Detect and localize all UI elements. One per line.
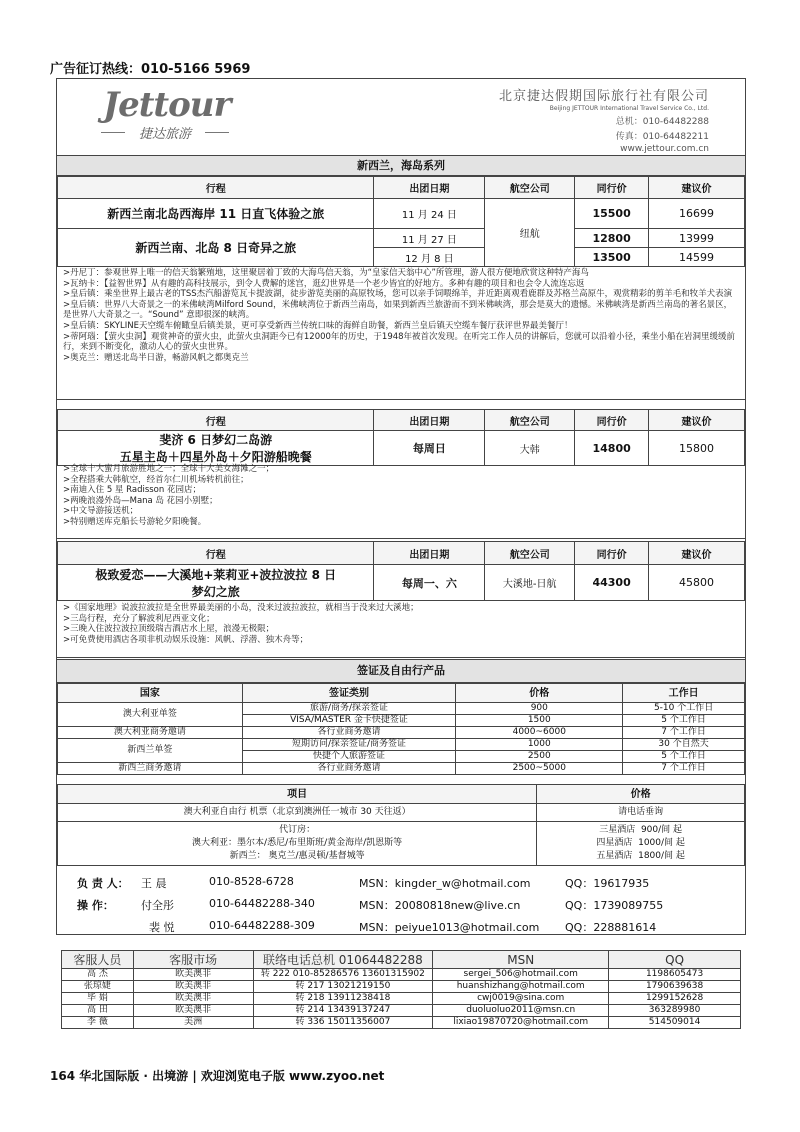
cs-phone: 转 218 13911238418 [253, 993, 433, 1005]
tour-name [58, 565, 374, 601]
contact-tel: 010-64482288-309 [209, 919, 315, 932]
company-web[interactable]: www.jettour.com.cn [620, 144, 709, 154]
tour-name-line: 五星主岛＋四星外岛＋夕阳游船晚餐 [119, 450, 312, 464]
hotel-price: 1800/间 起 [638, 851, 685, 861]
visa-price: 1000 [456, 739, 623, 751]
col-header: 航空公司 [485, 177, 575, 199]
col-header: 项目 [58, 785, 537, 804]
note-line: >丹尼丁：参观世界上唯一的信天翁繁殖地，这里聚居着丁致的大海鸟信天翁，为“皇家信天翁中心”所管理，游人很方便地欣赏这种特产海鸟 [63, 268, 589, 278]
table-row [62, 1017, 741, 1029]
nz-tour-notes [57, 267, 745, 400]
cs-phone: 转 214 13439137247 [253, 1005, 433, 1017]
col-header: 同行价 [575, 410, 649, 431]
note-line: >特别赠送库克船长号游轮夕阳晚餐。 [63, 516, 207, 527]
visa-table [57, 683, 745, 775]
tahiti-tour-notes [57, 602, 745, 658]
company-header [57, 79, 745, 155]
visa-price: 2500 [456, 751, 623, 763]
tour-airline: 大韩 [485, 431, 575, 466]
tour-price: 13500 [575, 248, 649, 267]
cs-msn: lixiao19870720@hotmail.com [433, 1017, 609, 1029]
cs-qq: 1299152628 [609, 993, 741, 1005]
company-tel: 总机：010-64482288 [615, 117, 709, 127]
visa-days: 30 个自然天 [623, 739, 745, 751]
cs-staff: 李 薇 [62, 1017, 134, 1029]
customer-service-table [61, 950, 741, 1029]
company-info [499, 85, 709, 154]
hotel-level: 三星酒店 [599, 825, 636, 835]
visa-days: 5 个工作日 [623, 751, 745, 763]
col-header: 价格 [537, 785, 745, 804]
company-fax: 传真：010-64482211 [615, 132, 709, 142]
col-header: 签证类别 [242, 684, 456, 703]
note-line: >全程搭乘大韩航空，经首尔仁川机场转机前往； [63, 474, 249, 485]
visa-price: 900 [456, 703, 623, 715]
tour-name [58, 431, 374, 466]
tour-price: 15500 [575, 199, 649, 229]
cs-phone: 转 222 010-85286576 13601315902 [253, 969, 433, 981]
tour-suggest-price: 45800 [649, 565, 745, 601]
tour-price: 12800 [575, 229, 649, 248]
cs-market: 美洲 [133, 1017, 253, 1029]
col-header: 建议价 [649, 410, 745, 431]
visa-type: 旅游/商务/探亲签证 [242, 703, 456, 715]
contact-msn: MSN：peiyue1013@hotmail.com [359, 921, 540, 934]
tour-name-line: 梦幻之旅 [191, 584, 240, 599]
page-footer: 164 华北国际版 · 出境游 | 欢迎浏览电子版 www.zyoo.net [50, 1069, 385, 1083]
hotel-price-row [537, 850, 744, 863]
visa-days: 7 个工作日 [623, 763, 745, 775]
visa-days: 5-10 个工作日 [623, 703, 745, 715]
col-header: 行程 [58, 542, 374, 565]
visa-country: 澳大利亚商务邀请 [58, 727, 243, 739]
cs-qq: 1790639638 [609, 981, 741, 993]
cs-phone: 转 217 13021219150 [253, 981, 433, 993]
fit-price: 请电话垂询 [537, 804, 745, 822]
tour-date: 11 月 24 日 [374, 199, 485, 229]
col-header: 价格 [456, 684, 623, 703]
col-header: 客服市场 [133, 951, 253, 969]
nz-tour-table [57, 176, 745, 267]
fit-hotel-prices [537, 822, 745, 866]
cs-market: 欧美澳非 [133, 993, 253, 1005]
hotel-price-row [537, 824, 744, 837]
contact-row [77, 897, 717, 919]
tour-suggest-price: 13999 [649, 229, 745, 248]
tour-name-line: 斐济 6 日梦幻二岛游 [159, 433, 273, 447]
col-header: 行程 [58, 177, 374, 199]
note-line: >皇后镇：SKYLINE天空缆车俯瞰皇后镇美景，更可享受新西兰传统口味的海鲜自助餐，新西兰皇后镇天空缆车餐厅获评世界最美餐厅！ [63, 320, 573, 331]
visa-price: 2500~5000 [456, 763, 623, 775]
visa-days: 7 个工作日 [623, 727, 745, 739]
fit-item: 澳大利亚自由行 机票（北京到澳洲任一城市 30 天往返） [58, 804, 537, 822]
note-line: >全球十大蜜月旅游胜地之一；全球十大美女海滩之一； [63, 464, 275, 474]
col-header: 客服人员 [62, 951, 134, 969]
visa-country: 新西兰单签 [58, 739, 243, 763]
tour-date: 11 月 27 日 [374, 229, 485, 248]
note-line: >两晚浪漫外岛—Mana 岛 花园小别墅； [63, 495, 218, 506]
note-line: >三岛行程，充分了解波利尼西亚文化； [63, 613, 215, 624]
col-header: 同行价 [575, 542, 649, 565]
tour-suggest-price: 14599 [649, 248, 745, 267]
hotel-level: 四星酒店 [596, 838, 633, 848]
contact-row [77, 875, 717, 897]
hotel-price: 1000/间 起 [638, 838, 685, 848]
visa-type: 短期访问/探亲签证/商务签证 [242, 739, 456, 751]
contact-name: 裴 悦 [149, 921, 175, 934]
visa-price: 1500 [456, 715, 623, 727]
cs-staff: 高 田 [62, 1005, 134, 1017]
contact-name: 王 晨 [141, 877, 167, 890]
note-line: >南迪入住 5 星 Radisson 花园店； [63, 485, 201, 496]
cs-msn: sergei_506@hotmail.com [433, 969, 609, 981]
company-name-cn: 北京捷达假期国际旅行社有限公司 [498, 89, 709, 104]
contact-qq: QQ：1739089755 [565, 899, 664, 912]
cs-qq: 363289980 [609, 1005, 741, 1017]
cs-market: 欧美澳非 [133, 1005, 253, 1017]
note-line: >皇后镇：世界八大奇景之一的米佛峡湾Milford Sound，米佛峡湾位于新西兰南岛，如果到新西兰旅游而不到米佛峡湾，那会是莫大的遗憾。米佛峡湾是新西兰南岛的著名景区，是世界八大奇景之一。“Sound” 意即很深的峡湾。 [63, 299, 733, 321]
tour-airline: 纽航 [485, 199, 575, 267]
visa-country: 澳大利亚单签 [58, 703, 243, 727]
tour-price: 44300 [575, 565, 649, 601]
contact-msn: MSN：20080818new@live.cn [359, 899, 521, 912]
fiji-tour-notes [57, 463, 745, 539]
table-row [62, 1005, 741, 1017]
section-title-nz: 新西兰，海岛系列 [57, 155, 745, 176]
table-row [62, 981, 741, 993]
note-line: >皇后镇：乘坐世界上最古老的TSS杰汽船游览瓦卡提波湖，徒步游览美丽的高原牧场，您可以亲手饲喂绵羊，并近距离观看鹿群及苏格兰高原牛，观赏精彩的剪羊毛和牧羊犬表演 [63, 289, 733, 300]
note-line: >《国家地理》说波拉波拉是全世界最美丽的小岛，没来过波拉波拉，就相当于没来过大溪地； [63, 603, 419, 613]
tour-airline: 大溪地-日航 [485, 565, 575, 601]
contact-tel: 010-8528-6728 [209, 875, 294, 888]
note-line: >可免费使用酒店各项非机动娱乐设施：风帆、浮潜、独木舟等； [63, 634, 309, 645]
tour-suggest-price: 16699 [649, 199, 745, 229]
cs-market: 欧美澳非 [133, 969, 253, 981]
fit-table [57, 784, 745, 866]
cs-market: 欧美澳非 [133, 981, 253, 993]
col-header: 行程 [58, 410, 374, 431]
note-line: >三晚入住波拉波拉顶级瑞吉酒店水上屋，浪漫无极限； [63, 624, 275, 635]
contact-qq: QQ：19617935 [565, 877, 650, 890]
contacts-block [77, 875, 717, 941]
col-header: 出团日期 [374, 410, 485, 431]
page-frame [56, 78, 746, 935]
col-header: 联络电话总机 01064482288 [253, 951, 433, 969]
col-header: 航空公司 [485, 542, 575, 565]
cs-qq: 514509014 [609, 1017, 741, 1029]
col-header: 工作日 [623, 684, 745, 703]
cs-phone: 转 336 15011356007 [253, 1017, 433, 1029]
contact-role: 操 作： [77, 899, 114, 912]
hotel-price-row [537, 837, 744, 850]
cs-staff: 高 杰 [62, 969, 134, 981]
table-row [62, 969, 741, 981]
tour-date: 每周一、六 [374, 565, 485, 601]
section-title-visa: 签证及自由行产品 [57, 659, 745, 683]
note-line: >瓦纳卡：【益智世界】从有趣的高科技展示，到令人费解的迷宫，逛幻世界是一个老少皆宜的好地方。多种有趣的项目和也会令人流连忘返 [63, 278, 585, 289]
cs-msn: duoluoluo2011@msn.cn [433, 1005, 609, 1017]
note-line: >中文导游接送机； [63, 506, 139, 517]
col-header: 国家 [58, 684, 243, 703]
cs-qq: 1198605473 [609, 969, 741, 981]
note-line: >蒂阿瑙：【萤火虫洞】观赏神奇的萤火虫，此萤火虫洞距今已有12000年的历史，于1948年被首次发现。在听完工作人员的讲解后，您就可以沿着小径，乘坐小船在岩洞里缓缓前行，来到不断变化，激动人心的萤火虫世界。 [63, 331, 736, 353]
company-name-en: Beijing JETTOUR International Travel Service Co., Ltd. [549, 105, 709, 112]
col-header: 航空公司 [485, 410, 575, 431]
tour-date: 12 月 8 日 [374, 248, 485, 267]
tour-price: 14800 [575, 431, 649, 466]
tour-name: 新西兰南、北岛 8 日奇异之旅 [58, 229, 374, 267]
col-header: 建议价 [649, 542, 745, 565]
fit-hotel-cities [58, 822, 537, 866]
visa-type: VISA/MASTER 金卡快捷签证 [242, 715, 456, 727]
contact-qq: QQ：228881614 [565, 921, 657, 934]
visa-type: 各行业商务邀请 [242, 727, 456, 739]
cs-staff: 张琼婕 [62, 981, 134, 993]
fit-hotel-nz: 新西兰： 奥克兰/惠灵顿/基督城等 [229, 851, 365, 861]
fit-hotel-label: 代订房： [279, 825, 316, 835]
col-header: 出团日期 [374, 177, 485, 199]
contact-row [77, 919, 717, 941]
tour-name-line: 极致爱恋——大溪地+莱莉亚+波拉波拉 8 日 [95, 567, 337, 582]
tour-name: 新西兰南北岛西海岸 11 日直飞体验之旅 [58, 199, 374, 229]
contact-role: 负 责 人： [77, 877, 129, 890]
tour-suggest-price: 15800 [649, 431, 745, 466]
contact-tel: 010-64482288-340 [209, 897, 315, 910]
hotel-price: 900/间 起 [640, 825, 683, 835]
col-header: MSN [433, 951, 609, 969]
cs-staff: 毕 娟 [62, 993, 134, 1005]
col-header: 建议价 [649, 177, 745, 199]
visa-days: 5 个工作日 [623, 715, 745, 727]
jettour-logo: Jettour [103, 85, 231, 125]
cs-msn: cwj0019@sina.com [433, 993, 609, 1005]
fiji-tour-table [57, 409, 745, 466]
table-row [62, 993, 741, 1005]
contact-name: 付全彤 [141, 899, 174, 912]
col-header: QQ [609, 951, 741, 969]
ad-hotline: 广告征订热线：010-5166 5969 [50, 62, 251, 77]
tahiti-tour-table [57, 541, 745, 601]
logo-subtitle: 捷达旅游 [101, 123, 229, 142]
visa-type: 各行业商务邀请 [242, 763, 456, 775]
tour-date: 每周日 [374, 431, 485, 466]
note-line: >奥克兰：赠送北岛半日游，畅游风帆之都奥克兰 [63, 352, 249, 363]
contact-msn: MSN：kingder_w@hotmail.com [359, 877, 531, 890]
cs-msn: huanshizhang@hotmail.com [433, 981, 609, 993]
fit-hotel-au: 澳大利亚：墨尔本/悉尼/布里斯班/黄金海岸/凯恩斯等 [192, 838, 403, 848]
visa-price: 4000~6000 [456, 727, 623, 739]
visa-type: 快捷个人旅游签证 [242, 751, 456, 763]
visa-country: 新西兰商务邀请 [58, 763, 243, 775]
col-header: 出团日期 [374, 542, 485, 565]
hotel-level: 五星酒店 [596, 851, 633, 861]
col-header: 同行价 [575, 177, 649, 199]
